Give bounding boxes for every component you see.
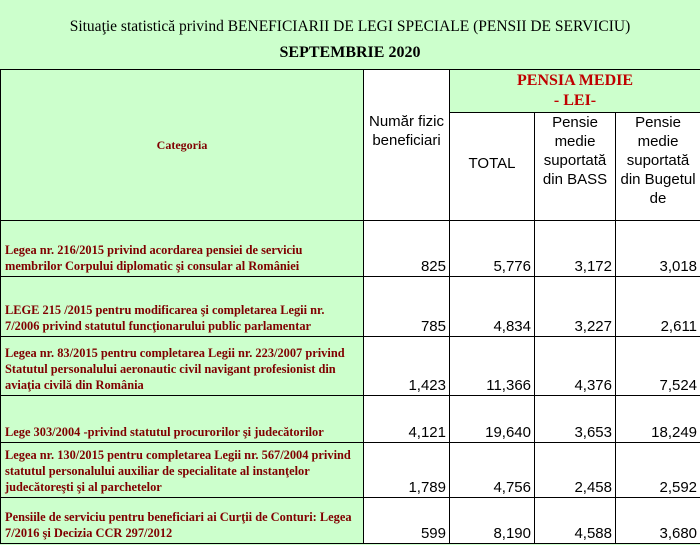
row-buget[interactable]: 3,018 — [616, 221, 700, 277]
table-row[interactable] — [1, 396, 700, 443]
row-total[interactable]: 4,834 — [450, 277, 535, 337]
statistics-table — [0, 69, 700, 544]
header-pensia-medie-title: PENSIA MEDIE — [517, 72, 634, 89]
row-bass[interactable]: 3,653 — [535, 396, 616, 443]
row-total[interactable]: 11,366 — [450, 337, 535, 396]
row-categoria[interactable]: Legea nr. 83/2015 pentru completarea Legii nr. 223/2007 privind Statutul personalului aeronautic civil navigant profesionist din aviaţia civilă din România — [1, 337, 364, 396]
table-row[interactable] — [1, 337, 700, 396]
table-row[interactable] — [1, 443, 700, 498]
header-bass: Pensie medie suportată din BASS — [535, 113, 616, 221]
row-numar[interactable]: 599 — [364, 498, 450, 544]
table-row[interactable] — [1, 498, 700, 544]
row-categoria[interactable]: Legea nr. 216/2015 privind acordarea pensiei de serviciu membrilor Corpului diplomatic şi consular al României — [1, 221, 364, 277]
row-buget[interactable]: 2,611 — [616, 277, 700, 337]
row-numar[interactable]: 4,121 — [364, 396, 450, 443]
row-total[interactable]: 8,190 — [450, 498, 535, 544]
row-bass[interactable]: 3,172 — [535, 221, 616, 277]
report-period: SEPTEMBRIE 2020 — [279, 44, 421, 61]
row-categoria[interactable]: LEGE 215 /2015 pentru modificarea şi completarea Legii nr. 7/2006 privind statutul funcţionarului public parlamentar — [1, 277, 364, 337]
header-total: TOTAL — [450, 113, 535, 221]
table-row[interactable] — [1, 221, 700, 277]
header-pensia-medie-unit: - LEI- — [553, 92, 597, 109]
row-total[interactable]: 5,776 — [450, 221, 535, 277]
row-categoria[interactable]: Legea nr. 130/2015 pentru completarea Legii nr. 567/2004 privind statutul personalului auxiliar de specialitate al instanţelor judecătoreşti şi al parchetelor — [1, 443, 364, 498]
row-numar[interactable]: 825 — [364, 221, 450, 277]
row-numar[interactable]: 785 — [364, 277, 450, 337]
row-buget[interactable]: 3,680 — [616, 498, 700, 544]
row-buget[interactable]: 7,524 — [616, 337, 700, 396]
header-categoria: Categoria — [1, 70, 364, 221]
row-numar[interactable]: 1,423 — [364, 337, 450, 396]
row-bass[interactable]: 3,227 — [535, 277, 616, 337]
row-buget[interactable]: 18,249 — [616, 396, 700, 443]
row-bass[interactable]: 4,376 — [535, 337, 616, 396]
row-bass[interactable]: 2,458 — [535, 443, 616, 498]
row-total[interactable]: 19,640 — [450, 396, 535, 443]
row-categoria[interactable]: Pensiile de serviciu pentru beneficiari ai Curţii de Conturi: Legea 7/2016 şi Decizia CCR 297/2012 — [1, 498, 364, 544]
row-total[interactable]: 4,756 — [450, 443, 535, 498]
row-bass[interactable]: 4,588 — [535, 498, 616, 544]
header-numar-fizic: Număr fizic beneficiari — [364, 70, 450, 221]
header-buget: Pensie medie suportată din Bugetul de — [616, 113, 700, 221]
header-pensia-medie — [450, 70, 700, 113]
report-title: Situaţie statistică privind BENEFICIARII DE LEGI SPECIALE (PENSII DE SERVICIU) — [69, 18, 631, 35]
table-row[interactable] — [1, 277, 700, 337]
row-buget[interactable]: 2,592 — [616, 443, 700, 498]
row-numar[interactable]: 1,789 — [364, 443, 450, 498]
row-categoria[interactable]: Lege 303/2004 -privind statutul procurorilor şi judecătorilor — [1, 396, 364, 443]
